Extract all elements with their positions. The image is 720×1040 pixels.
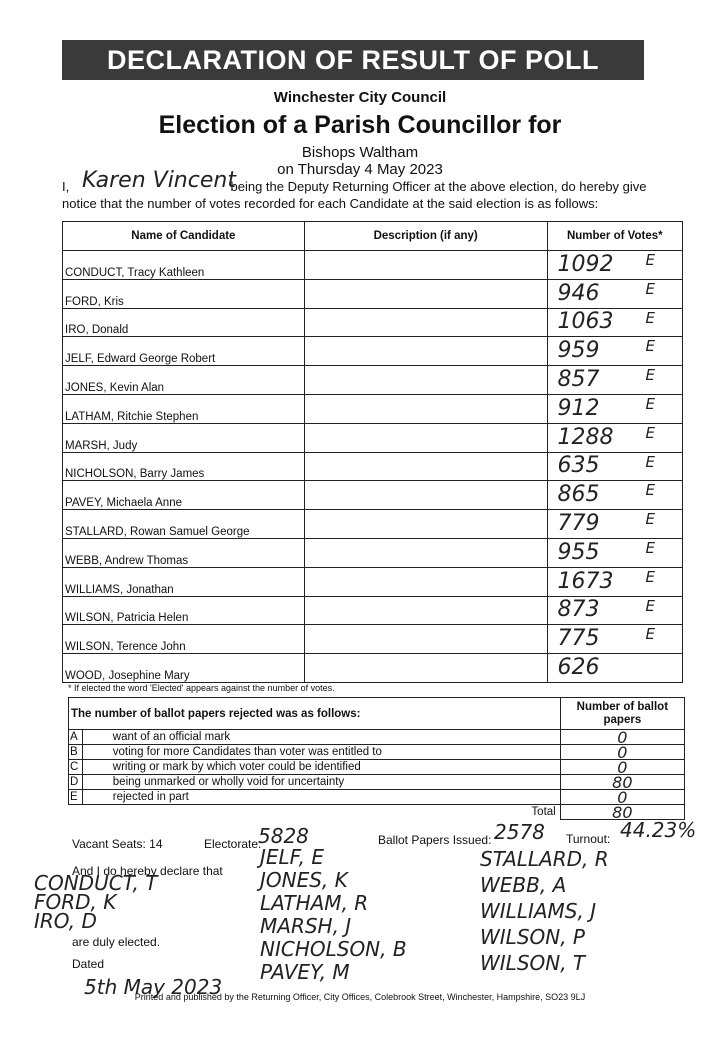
candidate-votes-cell — [547, 481, 682, 510]
candidate-votes-cell — [547, 423, 682, 452]
candidate-votes: 779 — [557, 510, 600, 536]
candidate-description — [304, 481, 547, 510]
candidate-name: WEBB, Andrew Thomas — [63, 538, 305, 567]
candidate-votes-cell — [547, 567, 682, 596]
rejected-reason: want of an official mark — [82, 730, 560, 745]
candidate-votes-cell — [547, 279, 682, 308]
rejected-row — [69, 760, 685, 775]
candidate-votes: 626 — [557, 654, 600, 680]
candidate-description — [304, 308, 547, 337]
candidate-name: PAVEY, Michaela Anne — [63, 481, 305, 510]
candidate-votes-cell — [547, 366, 682, 395]
rejected-row — [69, 775, 685, 790]
candidate-name: JELF, Edward George Robert — [63, 337, 305, 366]
declare-label: And I do hereby declare that — [72, 864, 223, 878]
officer-signature-name: Karen Vincent — [82, 168, 236, 193]
rejected-reason: being unmarked or wholly void for uncertainty — [82, 775, 560, 790]
rejected-count: 0 — [560, 760, 684, 775]
candidate-name: STALLARD, Rowan Samuel George — [63, 510, 305, 539]
candidate-name: WILSON, Patricia Helen — [63, 596, 305, 625]
candidate-name: JONES, Kevin Alan — [63, 366, 305, 395]
candidate-votes-cell — [547, 596, 682, 625]
candidate-row — [63, 308, 683, 337]
candidate-votes: 857 — [557, 366, 600, 392]
rejected-total-row — [69, 805, 685, 820]
rejected-count: 80 — [560, 775, 684, 790]
declaration-banner: DECLARATION OF RESULT OF POLL — [62, 40, 644, 80]
elected-names-col3 — [480, 846, 609, 976]
elected-names-col1 — [34, 871, 158, 933]
rejected-code: E — [69, 790, 83, 805]
candidate-description — [304, 279, 547, 308]
intro-prefix: I, — [62, 179, 70, 194]
candidate-description — [304, 596, 547, 625]
elected-label: are duly elected. — [72, 935, 161, 949]
elected-mark: E — [645, 308, 656, 327]
candidate-name: FORD, Kris — [63, 279, 305, 308]
candidates-body — [63, 251, 683, 683]
candidate-votes-cell — [547, 452, 682, 481]
candidate-name: WOOD, Josephine Mary — [63, 654, 305, 683]
candidate-votes: 873 — [557, 597, 600, 623]
rejected-code: B — [69, 745, 83, 760]
candidate-description — [304, 538, 547, 567]
candidate-description — [304, 394, 547, 423]
rejected-heading: The number of ballot papers rejected was as follows: — [69, 698, 561, 730]
rejected-reason: rejected in part — [82, 790, 560, 805]
candidate-description — [304, 452, 547, 481]
candidate-description — [304, 567, 547, 596]
candidate-row — [63, 481, 683, 510]
council-name: Winchester City Council — [273, 89, 447, 106]
issued-label: Ballot Papers Issued: — [378, 833, 492, 847]
candidate-description — [304, 654, 547, 683]
candidate-votes-cell — [547, 394, 682, 423]
candidate-votes: 635 — [557, 453, 600, 479]
candidate-row — [63, 510, 683, 539]
electorate-value: 5828 — [258, 824, 309, 848]
electorate-label: Electorate: — [204, 837, 262, 851]
elected-name: JELF, E — [260, 845, 324, 869]
candidate-row — [63, 366, 683, 395]
candidate-row — [63, 337, 683, 366]
elected-name: WILSON, T — [480, 951, 586, 975]
candidate-description — [304, 625, 547, 654]
dated-label: Dated — [72, 957, 105, 971]
issued-value: 2578 — [494, 820, 545, 844]
candidate-description — [304, 337, 547, 366]
candidate-votes-cell — [547, 337, 682, 366]
header-votes: Number of Votes* — [547, 222, 682, 251]
candidate-row — [63, 538, 683, 567]
candidate-row — [63, 423, 683, 452]
candidate-votes-cell — [547, 654, 682, 683]
elected-mark: E — [645, 567, 656, 586]
candidate-description — [304, 423, 547, 452]
candidate-description — [304, 366, 547, 395]
elected-name: PAVEY, M — [260, 960, 350, 984]
elected-names-col2 — [260, 846, 407, 984]
rejected-reason: voting for more Candidates than voter was entitled to — [82, 745, 560, 760]
elected-name: JONES, K — [260, 868, 348, 892]
dated-value: 5th May 2023 — [84, 975, 223, 999]
candidate-votes: 959 — [557, 338, 600, 364]
candidate-votes-cell — [547, 251, 682, 280]
candidate-name: NICHOLSON, Barry James — [63, 452, 305, 481]
candidate-votes: 865 — [557, 482, 600, 508]
candidate-name: IRO, Donald — [63, 308, 305, 337]
header-description: Description (if any) — [304, 222, 547, 251]
elected-mark: E — [645, 251, 656, 269]
candidate-name: LATHAM, Ritchie Stephen — [63, 394, 305, 423]
elected-mark: E — [645, 279, 656, 298]
candidate-description — [304, 251, 547, 280]
candidate-votes: 1673 — [557, 568, 614, 594]
printed-by: Printed and published by the Returning Officer, City Offices, Colebrook Street, Winchester, Hampshire, SO23 9LJ — [134, 992, 586, 1002]
intro-line-2: notice that the number of votes recorded for each Candidate at the said election is as follows: — [62, 196, 599, 211]
elected-name: MARSH, J — [260, 914, 352, 938]
candidate-votes: 946 — [557, 280, 600, 306]
elected-mark: E — [645, 481, 656, 500]
elected-mark: E — [645, 423, 656, 442]
candidate-name: WILLIAMS, Jonathan — [63, 567, 305, 596]
elected-name: NICHOLSON, B — [260, 937, 407, 961]
rejected-table — [68, 697, 685, 820]
rejected-count: 0 — [560, 730, 684, 745]
rejected-count: 0 — [560, 745, 684, 760]
candidate-votes: 775 — [557, 626, 600, 652]
candidate-votes: 955 — [557, 539, 600, 565]
candidate-description — [304, 510, 547, 539]
footnote: * If elected the word 'Elected' appears against the number of votes. — [68, 683, 335, 693]
candidate-votes-cell — [547, 308, 682, 337]
rejected-row — [69, 730, 685, 745]
ward-name: Bishops Waltham — [301, 144, 419, 161]
rejected-col-header: Number of ballot papers — [560, 698, 684, 730]
elected-name: LATHAM, R — [260, 891, 369, 915]
candidate-row — [63, 394, 683, 423]
candidate-votes-cell — [547, 538, 682, 567]
elected-mark: E — [645, 625, 656, 644]
rejected-body — [69, 698, 685, 820]
candidate-row — [63, 567, 683, 596]
rejected-code: A — [69, 730, 83, 745]
candidate-row — [63, 452, 683, 481]
election-date: on Thursday 4 May 2023 — [277, 161, 443, 178]
rejected-count: 0 — [560, 790, 684, 805]
total-label: Total — [531, 806, 556, 819]
elected-mark: E — [645, 452, 656, 471]
elected-mark: E — [645, 337, 656, 356]
election-title: Election of a Parish Councillor for — [158, 111, 562, 139]
turnout-label: Turnout: — [566, 832, 611, 846]
elected-name: WILSON, P — [480, 925, 585, 949]
elected-name: FORD, K — [34, 890, 117, 914]
candidate-row — [63, 654, 683, 683]
candidate-name: MARSH, Judy — [63, 423, 305, 452]
elected-name: IRO, D — [34, 909, 97, 933]
candidate-votes-cell — [547, 625, 682, 654]
turnout-value: 44.23% — [620, 818, 697, 842]
candidates-table — [62, 221, 683, 683]
rejected-reason: writing or mark by which voter could be identified — [82, 760, 560, 775]
elected-name: WILLIAMS, J — [480, 899, 597, 923]
candidate-votes: 912 — [557, 395, 600, 421]
elected-name: WEBB, A — [480, 873, 567, 897]
rejected-code: C — [69, 760, 83, 775]
elected-name: STALLARD, R — [480, 847, 609, 871]
candidate-votes: 1288 — [557, 424, 614, 450]
elected-name: CONDUCT, T — [34, 871, 158, 895]
rejected-code: D — [69, 775, 83, 790]
vacant-seats: Vacant Seats: 14 — [72, 837, 163, 851]
candidate-votes: 1092 — [557, 251, 614, 277]
candidate-votes-cell — [547, 510, 682, 539]
rejected-row — [69, 790, 685, 805]
rejected-row — [69, 745, 685, 760]
candidate-row — [63, 596, 683, 625]
intro-text-1: being the Deputy Returning Officer at the above election, do hereby give — [230, 179, 647, 194]
elected-mark: E — [645, 510, 656, 529]
candidate-name: WILSON, Terence John — [63, 625, 305, 654]
elected-mark: E — [645, 366, 656, 385]
candidate-votes: 1063 — [557, 309, 614, 335]
elected-mark: E — [645, 596, 656, 615]
total-value: 80 — [560, 805, 684, 820]
elected-mark: E — [645, 394, 656, 413]
elected-mark: E — [645, 538, 656, 557]
candidate-row — [63, 279, 683, 308]
header-candidate: Name of Candidate — [63, 222, 305, 251]
candidate-row — [63, 251, 683, 280]
candidate-name: CONDUCT, Tracy Kathleen — [63, 251, 305, 280]
candidate-row — [63, 625, 683, 654]
